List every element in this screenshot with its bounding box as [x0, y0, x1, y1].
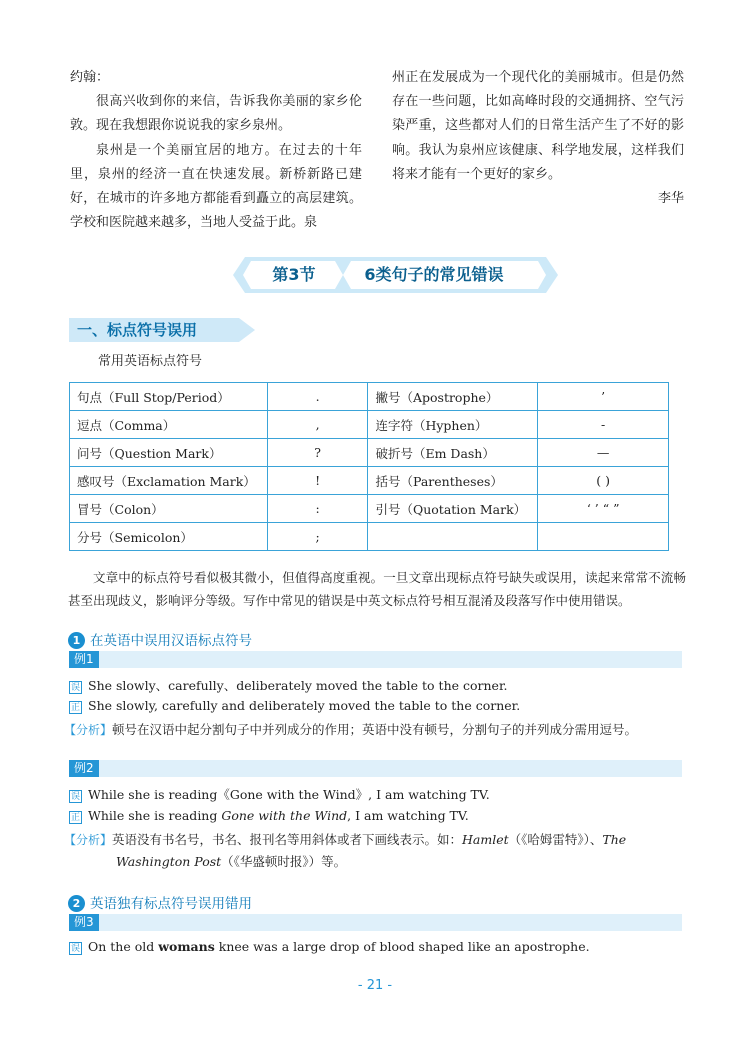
number-badge: 1: [68, 632, 85, 649]
table-row: [70, 467, 669, 495]
example-label: 例2: [69, 760, 99, 777]
punct-symbol: ’: [538, 383, 669, 411]
punct-name: 撇号（Apostrophe）: [368, 383, 538, 411]
section-number: 第3节: [272, 265, 316, 284]
example-bar: [69, 914, 682, 931]
intro-paragraph: 文章中的标点符号看似极其微小，但值得高度重视。一旦文章出现标点符号缺失或误用，读起来常常不流畅甚至出现歧义，影响评分等级。写作中常见的错误是中英文标点符号相互混淆及段落写作中使用错误。: [68, 570, 686, 608]
sentence-text: She slowly, carefully and deliberately moved the table to the corner.: [88, 698, 521, 713]
book-title: Hamlet: [462, 832, 509, 847]
sentence-text: She slowly、carefully、deliberately moved the table to the corner.: [88, 678, 508, 693]
letter-right-column: [392, 66, 684, 211]
analysis-text: （《华盛顿时报》）等。: [221, 854, 347, 869]
example-bar: [69, 760, 682, 777]
book-title: Gone with the Wind: [221, 808, 348, 823]
wrong-sentence: [69, 785, 490, 803]
analysis-continuation: [116, 852, 346, 870]
letter-left-column: [70, 66, 362, 235]
table-row: [70, 383, 669, 411]
punct-name: 冒号（Colon）: [70, 495, 268, 523]
right-sentence: [69, 698, 520, 714]
analysis-text: 顿号在汉语中起分割句子中并列成分的作用；英语中没有顿号，分割句子的并列成分需用逗号。: [112, 722, 638, 737]
punct-name: 括号（Parentheses）: [368, 467, 538, 495]
punctuation-table: [69, 382, 669, 551]
punct-name: 句点（Full Stop/Period）: [70, 383, 268, 411]
subheading-2: [68, 892, 252, 912]
example-label: 例1: [69, 651, 99, 668]
punct-symbol: !: [267, 467, 368, 495]
punct-symbol: .: [267, 383, 368, 411]
wrong-mark-icon: 误: [70, 944, 80, 954]
punct-name: 逗点（Comma）: [70, 411, 268, 439]
sentence-text: While she is reading《Gone with the Wind》, I am watching TV.: [88, 787, 490, 802]
subheading-1: [68, 629, 252, 649]
table-caption: 常用英语标点符号: [98, 354, 203, 369]
punct-symbol: —: [538, 439, 669, 467]
punct-symbol: :: [267, 495, 368, 523]
right-mark-icon: 正: [70, 813, 80, 823]
subheading-text: 英语独有标点符号误用错用: [90, 896, 252, 912]
punct-name: 引号（Quotation Mark）: [368, 495, 538, 523]
sentence-text: While she is reading: [88, 808, 222, 823]
heading-punctuation-misuse: [69, 318, 255, 342]
punct-name: 感叹号（Exclamation Mark）: [70, 467, 268, 495]
punct-symbol: [538, 523, 669, 551]
book-title: The: [602, 832, 627, 847]
table-row: [70, 439, 669, 467]
analysis-label: 【分析】: [64, 723, 113, 737]
punct-name: 破折号（Em Dash）: [368, 439, 538, 467]
sentence-text: knee was a large drop of blood shaped like an apostrophe.: [214, 939, 590, 954]
section-title: 6类句子的常见错误: [364, 265, 504, 284]
analysis-text: （《哈姆雷特》）、: [508, 832, 603, 847]
wrong-sentence: [69, 939, 590, 955]
punct-symbol: ( ): [538, 467, 669, 495]
letter-paragraph: 泉州是一个美丽宜居的地方。在过去的十年里，泉州的经济一直在快速发展。新桥新路已建好，在城市的许多地方都能看到矗立的高层建筑。学校和医院越来越多，当地人受益于此。泉: [70, 142, 362, 231]
letter-paragraph: 很高兴收到你的来信，告诉我你美丽的家乡伦敦。现在我想跟你说说我的家乡泉州。: [70, 94, 362, 134]
number-badge: 2: [68, 895, 85, 912]
punct-symbol: ?: [267, 439, 368, 467]
letter-signature: 李华: [657, 191, 684, 207]
table-row: [70, 411, 669, 439]
section-banner: [233, 254, 558, 296]
analysis-text: 英语没有书名号，书名、报刊名等用斜体或者下画线表示。如：: [112, 832, 463, 847]
letter-paragraph: 州正在发展成为一个现代化的美丽城市。但是仍然存在一些问题，比如高峰时段的交通拥挤、空气污染严重，这些都对人们的日常生活产生了不好的影响。我认为泉州应该健康、科学地发展，这样我们将来才能有一个更好的家乡。: [392, 70, 684, 182]
right-sentence: [69, 808, 469, 824]
wrong-mark-icon: 误: [70, 792, 80, 802]
punct-symbol: ;: [267, 523, 368, 551]
table-row: [70, 495, 669, 523]
book-title: Washington Post: [116, 854, 222, 869]
punct-symbol: ,: [267, 411, 368, 439]
letter-salutation: 约翰：: [70, 70, 110, 85]
sentence-text: , I am watching TV.: [347, 808, 469, 823]
wrong-sentence: [69, 676, 508, 694]
punct-name: 分号（Semicolon）: [70, 523, 268, 551]
example-bar: [69, 651, 682, 668]
wrong-mark-icon: 误: [70, 683, 80, 693]
analysis-line: [64, 720, 637, 738]
punct-symbol: -: [538, 411, 669, 439]
table-row: [70, 523, 669, 551]
punct-name: 问号（Question Mark）: [70, 439, 268, 467]
subheading-text: 在英语中误用汉语标点符号: [90, 633, 252, 649]
punct-name: [368, 523, 538, 551]
punct-name: 连字符（Hyphen）: [368, 411, 538, 439]
heading-text: 一、标点符号误用: [77, 321, 198, 339]
example-label: 例3: [69, 914, 99, 931]
page-number: - 21 -: [357, 978, 393, 993]
sentence-text: On the old: [88, 939, 159, 954]
right-mark-icon: 正: [70, 703, 80, 713]
analysis-label: 【分析】: [64, 833, 113, 847]
analysis-line: [64, 830, 626, 848]
error-word: womans: [158, 939, 215, 954]
punct-symbol: ‘ ’ “ ”: [538, 495, 669, 523]
